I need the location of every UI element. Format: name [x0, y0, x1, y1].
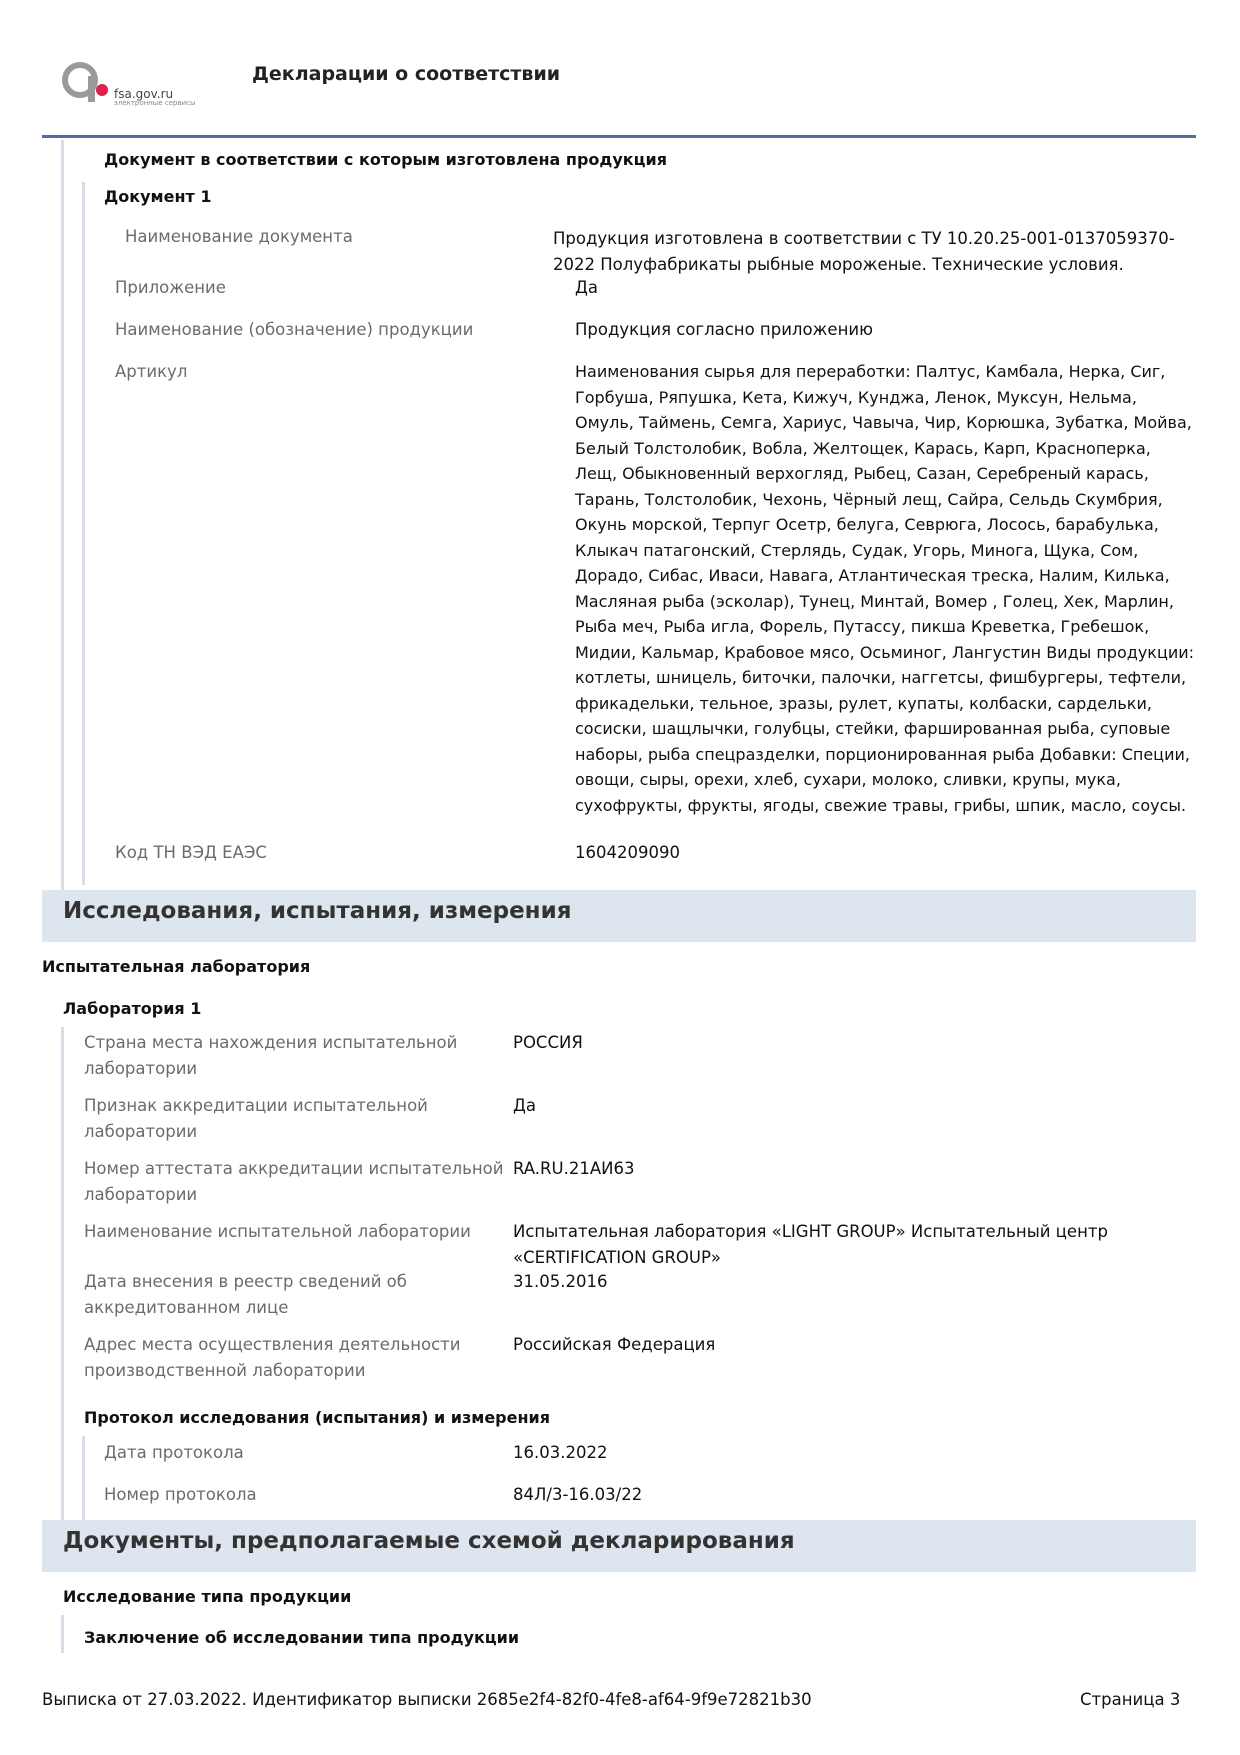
doc1-heading: Документ 1: [104, 187, 212, 206]
lab-heading: Испытательная лаборатория: [42, 957, 311, 976]
field-label: Наименование документа: [125, 227, 353, 246]
page-title: Декларации о соответствии: [252, 63, 561, 85]
field-value: РОССИЯ: [513, 1033, 583, 1052]
field-label: Страна места нахождения испытательной лаборатории: [84, 1033, 458, 1078]
field-label: Артикул: [115, 362, 188, 381]
logo-subtitle: электронные сервисы: [114, 99, 196, 107]
field-value: 1604209090: [575, 843, 680, 862]
field-label: Адрес места осуществления деятельности производственной лаборатории: [84, 1335, 461, 1380]
field-value: Да: [513, 1096, 537, 1115]
field-label: Код ТН ВЭД ЕАЭС: [115, 843, 267, 862]
field-value: Российская Федерация: [513, 1335, 716, 1354]
field-label: Признак аккредитации испытательной лаборатории: [84, 1096, 428, 1141]
doc-section-heading: Документ в соответствии с которым изготовлена продукция: [104, 150, 667, 169]
research-band-title: Исследования, испытания, измерения: [63, 898, 572, 924]
field-value: 31.05.2016: [513, 1272, 608, 1291]
subsection-bar: [82, 182, 85, 885]
field-value: Наименования сырья для переработки: Палтус, Камбала, Нерка, Сиг, Горбуша, Ряпушка, Кета, Кижуч, Кунджа, Ленок, Муксун, Нельма, Омуль, Таймень, Семга, Хариус, Чавыча, Чир, Корюшка, Зубатка, Мойва, Белый Толстолобик, Вобла, Желтощек, Карась, Карп, Красноперка, Лещ, Обыкновенный верхогляд, Рыбец, Сазан, Серебреный карась, Тарань, Толстолобик, Чехонь, Чёрный лещ, Сайра, Сельдь Скумбрия, Окунь морской, Терпуг Осетр, белуга, Севрюга, Лосось, барабулька, Клыкач патагонский, Стерлядь, Судак, Угорь, Минога, Щука, Сом, Дорадо, Сибас, Иваси, Навага, Атлантическая треска, Налим, Килька, Масляная рыба (эсколар), Тунец, Минтай, Вомер , Голец, Хек, Марлин, Рыба меч, Рыба игла, Форель, Путассу, пикша Креветка, Гребешок, Мидии, Кальмар, Крабовое мясо, Осьминог, Лангустин Виды продукции: котлеты, шницель, биточки, палочки, наггетсы, фишбургеры, тефтели, фрикадельки, тельное, зразы, рулет, купаты, колбаски, сардельки, сосиски, шащлычки, голубцы, стейки, фаршированная рыба, суповые наборы, рыба спецразделки, порционированная рыба Добавки: Специи, овощи, сыры, орехи, хлеб, сухари, молоко, сливки, крупы, мука, сухофрукты, фрукты, ягоды, свежие травы, грибы, шпик, масло, соусы.: [575, 362, 1195, 815]
field-label: Дата внесения в реестр сведений об аккредитованном лице: [84, 1272, 407, 1317]
field-label: Наименование испытательной лаборатории: [84, 1222, 471, 1241]
lab1-heading: Лаборатория 1: [63, 999, 202, 1018]
header-divider: [42, 135, 1196, 138]
section-bar: [61, 140, 64, 900]
field-value: RA.RU.21АИ63: [513, 1159, 635, 1178]
conclusion-bar: [61, 1615, 64, 1653]
field-label: Номер аттестата аккредитации испытательной лаборатории: [84, 1159, 504, 1204]
field-value: 84Л/3-16.03/22: [513, 1485, 643, 1504]
field-label: Дата протокола: [104, 1443, 244, 1462]
scheme-band-title: Документы, предполагаемые схемой декларирования: [63, 1528, 795, 1554]
field-label: Наименование (обозначение) продукции: [115, 320, 474, 339]
field-value: Продукция изготовлена в соответствии с ТУ 10.20.25-001-0137059370-2022 Полуфабрикаты рыбные мороженые. Технические условия.: [553, 229, 1175, 274]
field-value: Продукция согласно приложению: [575, 320, 873, 339]
type-research-heading: Исследование типа продукции: [63, 1587, 352, 1606]
field-value: 16.03.2022: [513, 1443, 608, 1462]
conclusion-heading: Заключение об исследовании типа продукции: [84, 1628, 520, 1647]
field-label: Приложение: [115, 278, 226, 297]
logo-site-text: fsa.gov.ru: [114, 87, 174, 101]
lab-bar: [61, 1027, 64, 1522]
field-label: Номер протокола: [104, 1485, 257, 1504]
page-number: Страница 3: [1080, 1690, 1181, 1709]
field-value: Да: [575, 278, 599, 297]
footer-extract: Выписка от 27.03.2022. Идентификатор выписки 2685e2f4-82f0-4fe8-af64-9f9e72821b30: [42, 1690, 812, 1709]
protocol-heading: Протокол исследования (испытания) и измерения: [84, 1408, 551, 1427]
field-value: Испытательная лаборатория «LIGHT GROUP» Испытательный центр «CERTIFICATION GROUP»: [513, 1222, 1108, 1267]
protocol-bar: [82, 1436, 85, 1522]
